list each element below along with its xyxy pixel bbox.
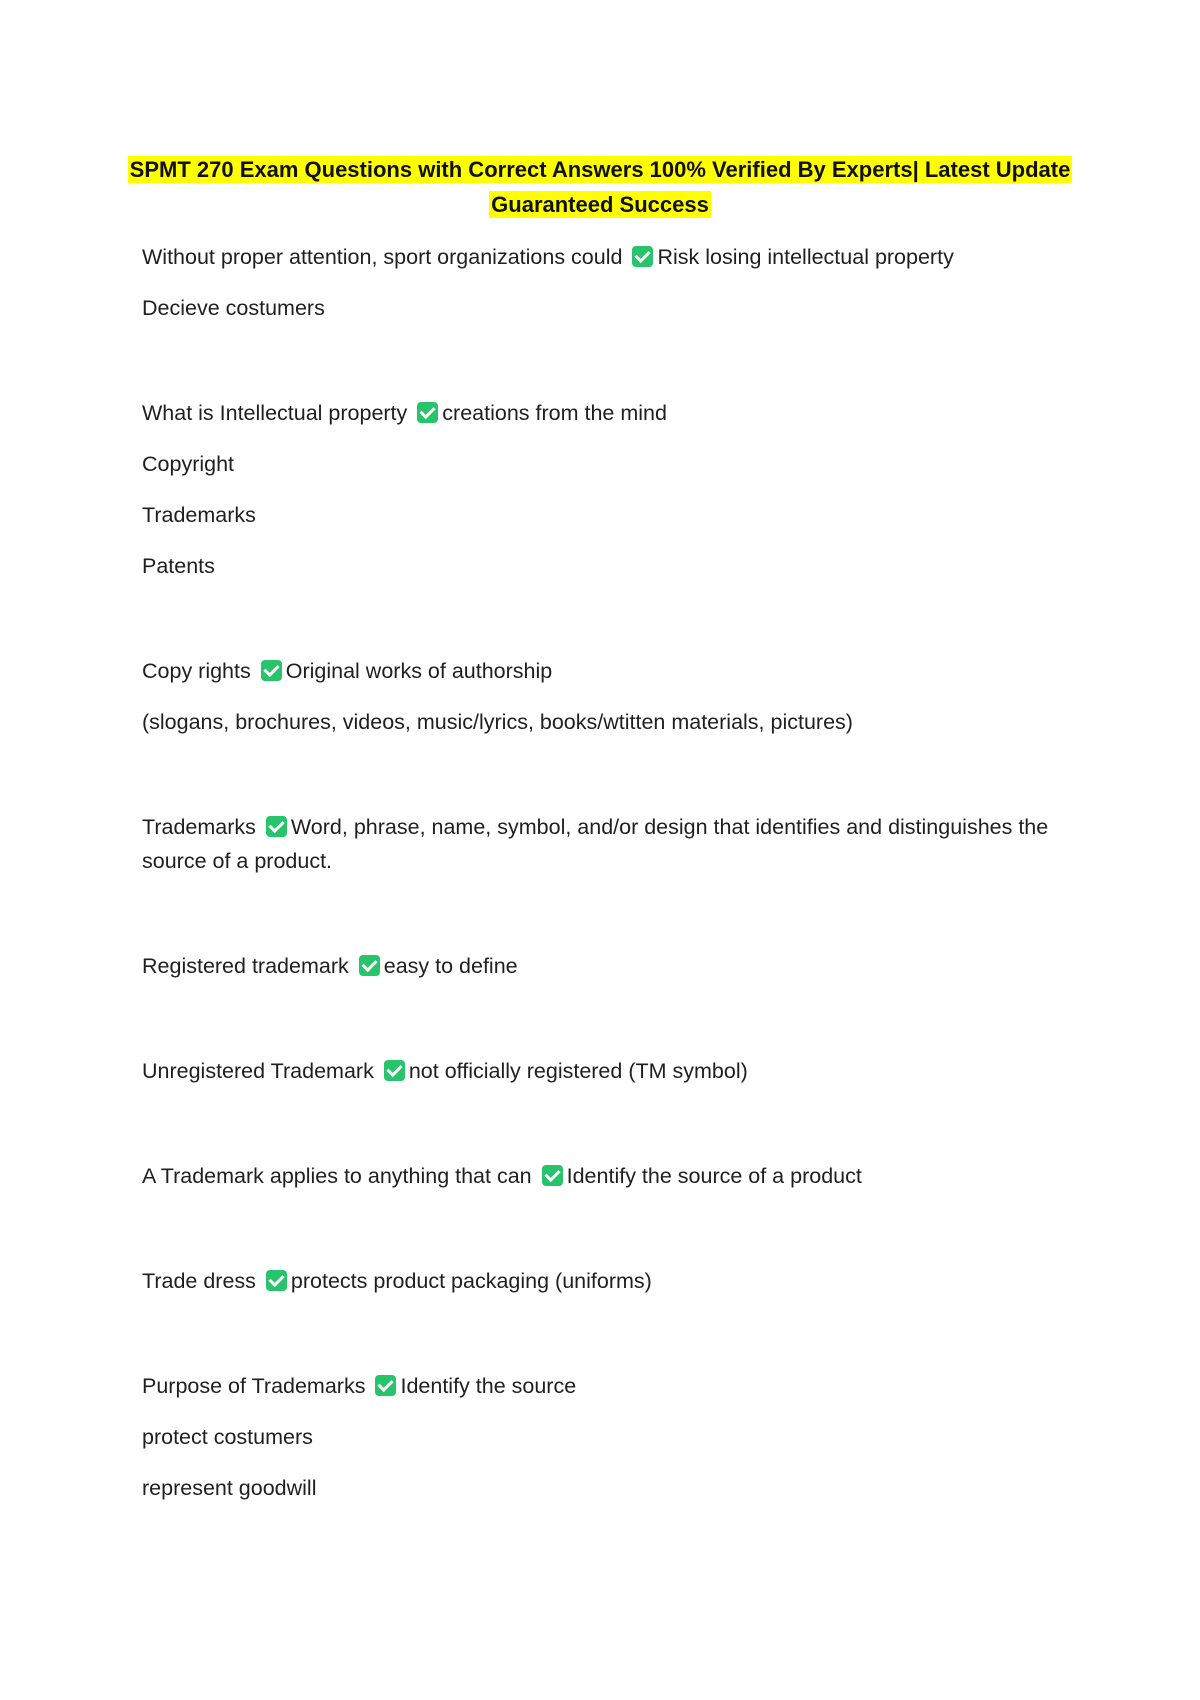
extra-line: protect costumers: [142, 1425, 313, 1449]
qa-item: [142, 396, 1082, 583]
question-text: Purpose of Trademarks: [142, 1374, 366, 1398]
answer-text: Identify the source: [400, 1374, 577, 1398]
check-icon: [384, 1060, 405, 1081]
question-text: Without proper attention, sport organizations could: [142, 245, 623, 269]
extra-line: Patents: [142, 554, 215, 578]
qa-item: [142, 1159, 1082, 1193]
answer-text: Word, phrase, name, symbol, and/or design that identifies and distinguishes the source of a product.: [142, 815, 1049, 873]
qa-item: [142, 1369, 1082, 1505]
spacer: [142, 1315, 1082, 1369]
extra-line: (slogans, brochures, videos, music/lyrics, books/wtitten materials, pictures): [142, 710, 853, 734]
spacer: [142, 1105, 1082, 1159]
extra-line: Copyright: [142, 452, 235, 476]
qa-item: [142, 810, 1082, 878]
question-text: What is Intellectual property: [142, 401, 408, 425]
check-icon: [417, 402, 438, 423]
qa-line: [142, 240, 1082, 274]
question-text: Unregistered Trademark: [142, 1059, 374, 1083]
question-text: Trademarks: [142, 815, 256, 839]
spacer: [142, 1210, 1082, 1264]
answer-text: protects product packaging (uniforms): [290, 1269, 652, 1293]
spacer: [142, 895, 1082, 949]
check-icon: [359, 955, 380, 976]
qa-item: [142, 949, 1082, 983]
answer-text: not officially registered (TM symbol): [408, 1059, 748, 1083]
check-icon: [632, 246, 653, 267]
check-icon: [261, 660, 282, 681]
spacer: [142, 756, 1082, 810]
answer-text: Risk losing intellectual property: [657, 245, 954, 269]
qa-line: [142, 1369, 1082, 1403]
qa-list: [142, 240, 1082, 1522]
qa-item: [142, 1264, 1082, 1298]
title-line-1: SPMT 270 Exam Questions with Correct Answers 100% Verified By Experts| Latest Update: [129, 157, 1071, 182]
qa-line: [142, 1159, 1082, 1193]
spacer: [142, 342, 1082, 396]
qa-item: [142, 1054, 1082, 1088]
qa-line: [142, 949, 1082, 983]
check-icon: [542, 1165, 563, 1186]
document-title: [120, 152, 1080, 222]
title-line-2: Guaranteed Success: [491, 192, 709, 217]
extra-line: Trademarks: [142, 503, 256, 527]
question-text: Copy rights: [142, 659, 251, 683]
qa-line: [142, 1054, 1082, 1088]
check-icon: [266, 1270, 287, 1291]
question-text: Trade dress: [142, 1269, 256, 1293]
extra-line: represent goodwill: [142, 1476, 317, 1500]
check-icon: [375, 1375, 396, 1396]
qa-item: [142, 654, 1082, 739]
answer-text: Original works of authorship: [285, 659, 553, 683]
spacer: [142, 600, 1082, 654]
qa-item: [142, 240, 1082, 325]
qa-line: [142, 810, 1082, 878]
spacer: [142, 1000, 1082, 1054]
answer-text: creations from the mind: [442, 401, 667, 425]
question-text: A Trademark applies to anything that can: [142, 1164, 532, 1188]
qa-line: [142, 396, 1082, 430]
answer-text: easy to define: [383, 954, 518, 978]
question-text: Registered trademark: [142, 954, 349, 978]
qa-line: [142, 1264, 1082, 1298]
qa-line: [142, 654, 1082, 688]
check-icon: [266, 816, 287, 837]
extra-line: Decieve costumers: [142, 296, 325, 320]
answer-text: Identify the source of a product: [566, 1164, 862, 1188]
